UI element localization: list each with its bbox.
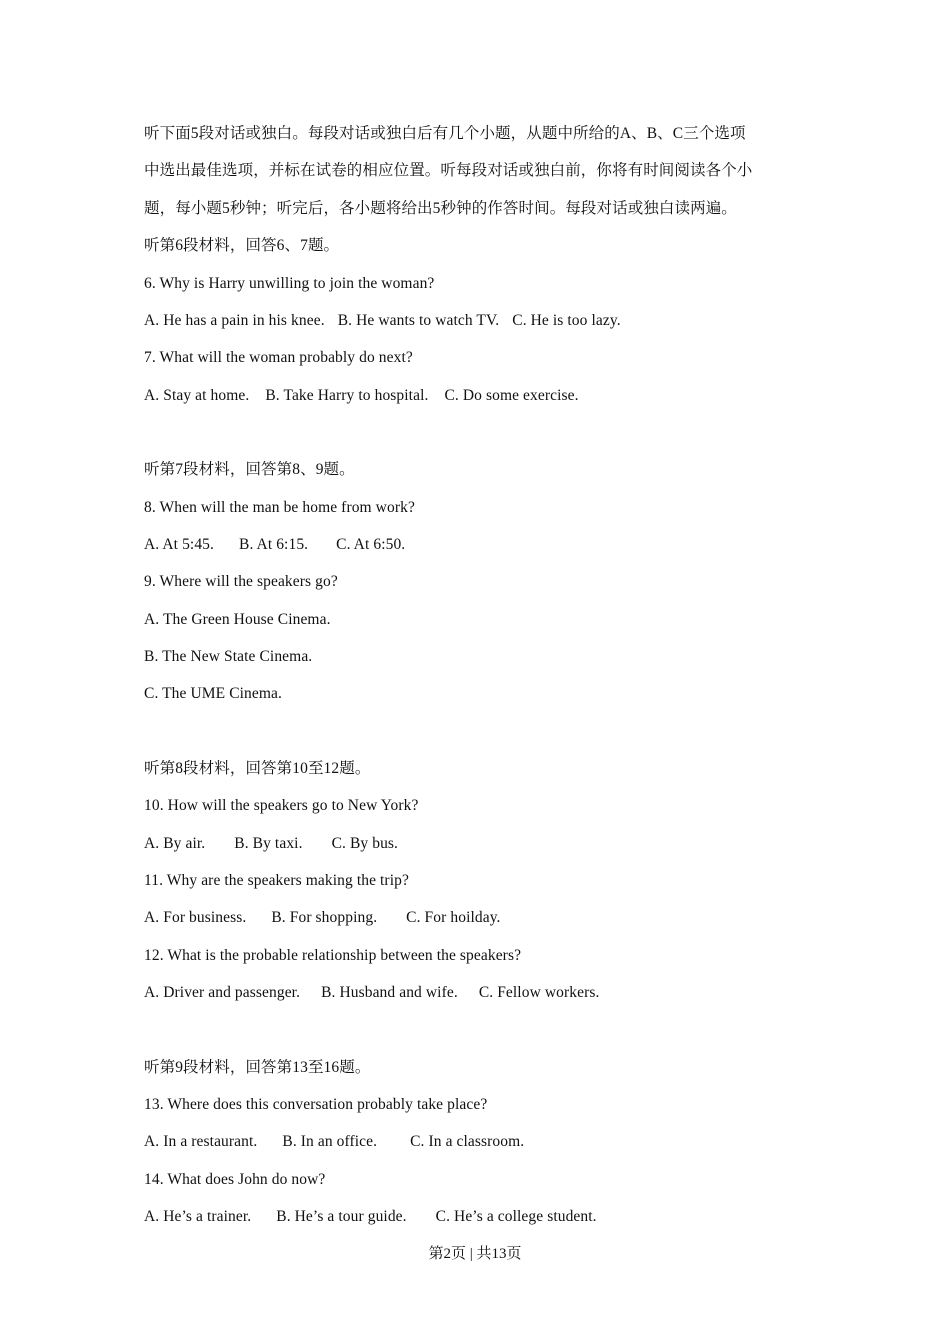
section-heading: 听第7段材料，回答第8、9题。: [144, 461, 355, 478]
option-b: B. In an office.: [282, 1133, 378, 1150]
instruction-line-3: 题，每小题5秒钟；听完后，各小题将给出5秒钟的作答时间。每段对话或独白读两遍。: [144, 200, 737, 217]
option-b: B. For shopping.: [271, 909, 378, 926]
question-6: 6. Why is Harry unwilling to join the woman?: [144, 275, 435, 292]
options-8: [144, 535, 405, 555]
option-a: A. He has a pain in his knee.: [144, 312, 325, 329]
option-b: B. The New State Cinema.: [144, 648, 313, 665]
instruction-line-1: 听下面5段对话或独白。每段对话或独白后有几个小题，从题中所给的A、B、C三个选项: [144, 125, 746, 142]
page-number-footer: 第2页 | 共13页: [428, 1246, 522, 1262]
question-7: 7. What will the woman probably do next?: [144, 349, 413, 366]
option-a: A. At 5:45.: [144, 536, 214, 553]
option-c: C. The UME Cinema.: [144, 685, 282, 702]
question-9: 9. Where will the speakers go?: [144, 573, 338, 590]
options-11: [144, 908, 501, 928]
option-c: C. For hoilday.: [406, 909, 501, 926]
option-b: B. He wants to watch TV.: [337, 312, 500, 329]
section-heading: 听第9段材料，回答第13至16题。: [144, 1059, 371, 1076]
option-c: C. At 6:50.: [336, 536, 406, 553]
section-heading: 听第8段材料，回答第10至12题。: [144, 760, 371, 777]
option-a: A. For business.: [144, 909, 247, 926]
option-b: B. Take Harry to hospital.: [265, 387, 429, 404]
option-b: B. Husband and wife.: [321, 984, 458, 1001]
options-10: [144, 834, 398, 854]
option-c: C. He’s a college student.: [435, 1208, 597, 1225]
options-14: [144, 1207, 597, 1227]
options-12: [144, 983, 599, 1003]
instruction-line-2: 中选出最佳选项，并标在试卷的相应位置。听每段对话或独白前，你将有时间阅读各个小: [144, 162, 753, 179]
option-c: C. By bus.: [331, 835, 399, 852]
options-13: [144, 1132, 524, 1152]
question-13: 13. Where does this conversation probably take place?: [144, 1096, 488, 1113]
option-a: A. Stay at home.: [144, 387, 250, 404]
question-10: 10. How will the speakers go to New York?: [144, 797, 419, 814]
option-b: B. He’s a tour guide.: [276, 1208, 407, 1225]
question-14: 14. What does John do now?: [144, 1171, 326, 1188]
option-c: C. He is too lazy.: [512, 312, 621, 329]
option-a: A. Driver and passenger.: [144, 984, 301, 1001]
option-b: B. By taxi.: [234, 835, 303, 852]
question-11: 11. Why are the speakers making the trip?: [144, 872, 409, 889]
section-heading: 听第6段材料，回答6、7题。: [144, 237, 340, 254]
option-a: A. In a restaurant.: [144, 1133, 258, 1150]
option-c: C. In a classroom.: [410, 1133, 525, 1150]
question-12: 12. What is the probable relationship between the speakers?: [144, 947, 522, 964]
option-c: C. Fellow workers.: [478, 984, 600, 1001]
options-6: [144, 311, 621, 331]
option-b: B. At 6:15.: [239, 536, 309, 553]
option-a: A. By air.: [144, 835, 206, 852]
options-7: [144, 386, 579, 406]
question-8: 8. When will the man be home from work?: [144, 499, 415, 516]
option-a: A. He’s a trainer.: [144, 1208, 252, 1225]
option-c: C. Do some exercise.: [444, 387, 579, 404]
option-a: A. The Green House Cinema.: [144, 611, 331, 628]
